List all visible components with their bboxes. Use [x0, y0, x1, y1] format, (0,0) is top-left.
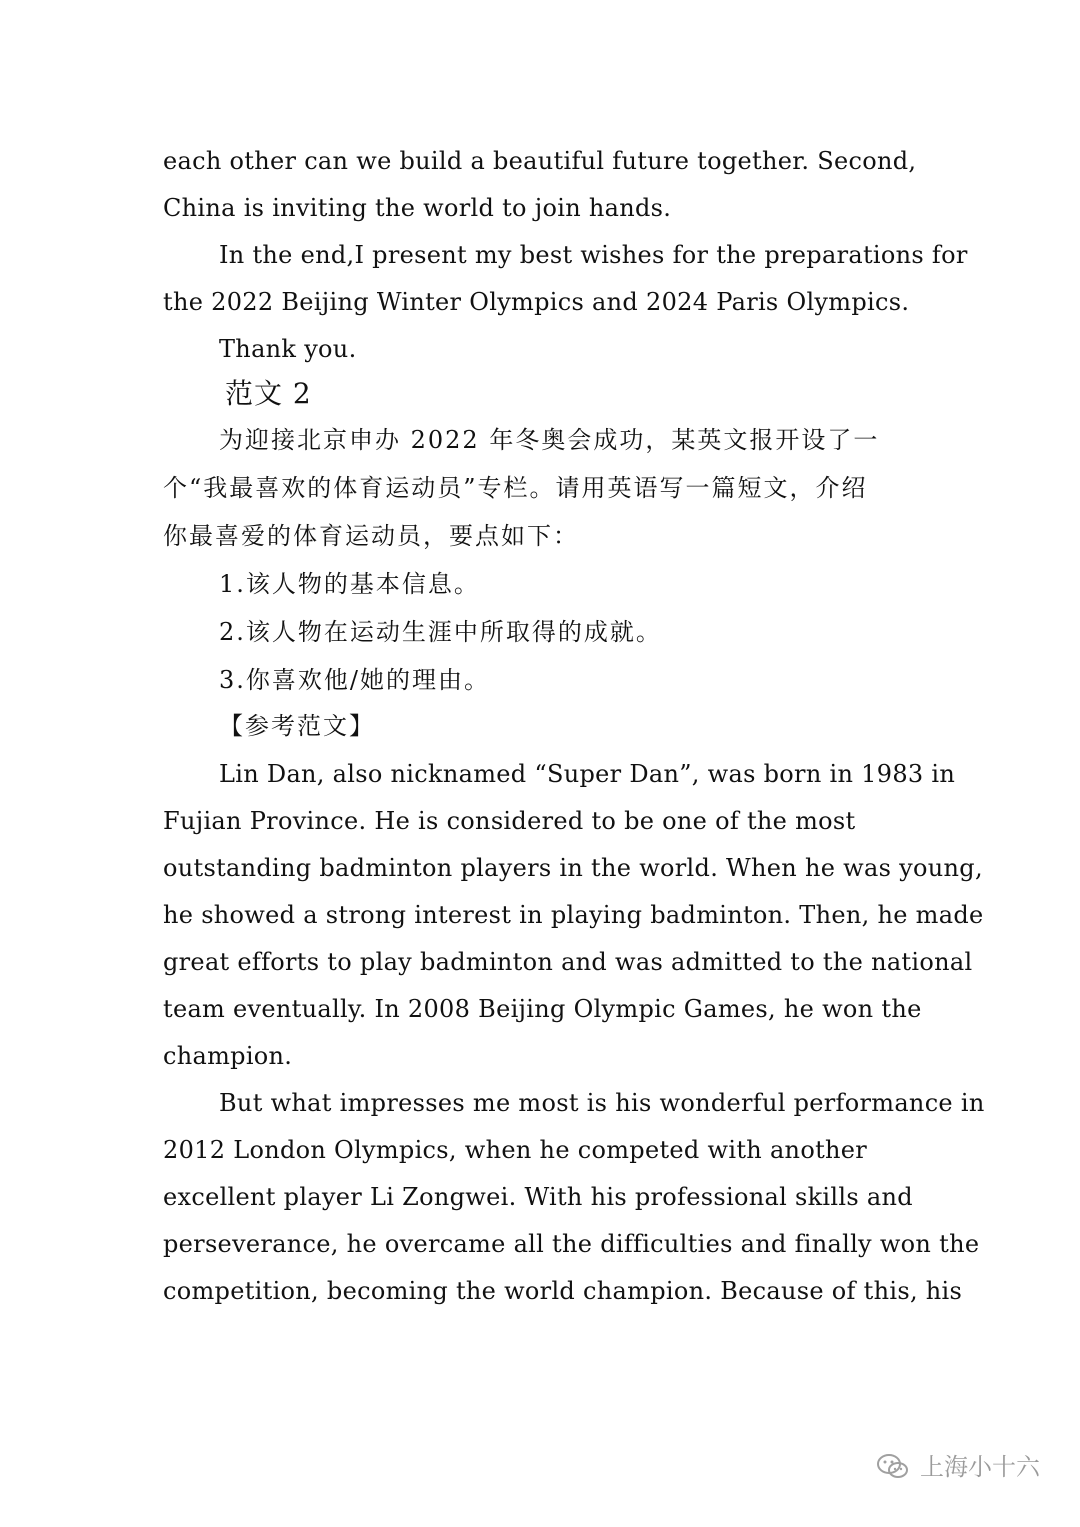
text-line: Lin Dan, also nicknamed “Super Dan”, was born in 1983 in	[219, 760, 956, 788]
text-line: he showed a strong interest in playing badminton. Then, he made	[163, 901, 984, 929]
section-heading: 范文 2	[225, 377, 312, 410]
text-line: great efforts to play badminton and was admitted to the national	[163, 948, 973, 976]
wechat-icon	[876, 1452, 910, 1482]
watermark	[876, 1452, 1040, 1482]
text-line: In the end,I present my best wishes for the preparations for	[219, 241, 968, 269]
text-line: Thank you.	[219, 335, 357, 363]
text-line: champion.	[163, 1042, 293, 1070]
text-line: 你最喜爱的体育运动员，要点如下：	[163, 522, 579, 550]
text-line: 2012 London Olympics, when he competed with another	[163, 1136, 868, 1164]
text-line: 2.该人物在运动生涯中所取得的成就。	[219, 618, 662, 646]
text-line: 【参考范文】	[219, 712, 375, 740]
text-line: 3.你喜欢他/她的理由。	[219, 666, 490, 694]
text-line: Fujian Province. He is considered to be one of the most	[163, 807, 856, 835]
text-line: excellent player Li Zongwei. With his professional skills and	[163, 1183, 913, 1211]
text-line: perseverance, he overcame all the difficulties and finally won the	[163, 1230, 980, 1258]
text-line: But what impresses me most is his wonderful performance in	[219, 1089, 985, 1117]
text-line: outstanding badminton players in the world. When he was young,	[163, 854, 983, 882]
text-line: 为迎接北京申办 2022 年冬奥会成功，某英文报开设了一	[219, 426, 880, 454]
text-line: 1.该人物的基本信息。	[219, 570, 480, 598]
text-line: the 2022 Beijing Winter Olympics and 2024 Paris Olympics.	[163, 288, 910, 316]
text-line: competition, becoming the world champion. Because of this, his	[163, 1277, 963, 1305]
text-line: each other can we build a beautiful future together. Second,	[163, 147, 917, 175]
text-line: team eventually. In 2008 Beijing Olympic Games, he won the	[163, 995, 922, 1023]
watermark-text: 上海小十六	[920, 1453, 1040, 1481]
text-line: China is inviting the world to join hands.	[163, 194, 672, 222]
text-line: 个“我最喜欢的体育运动员”专栏。请用英语写一篇短文，介绍	[163, 474, 868, 502]
